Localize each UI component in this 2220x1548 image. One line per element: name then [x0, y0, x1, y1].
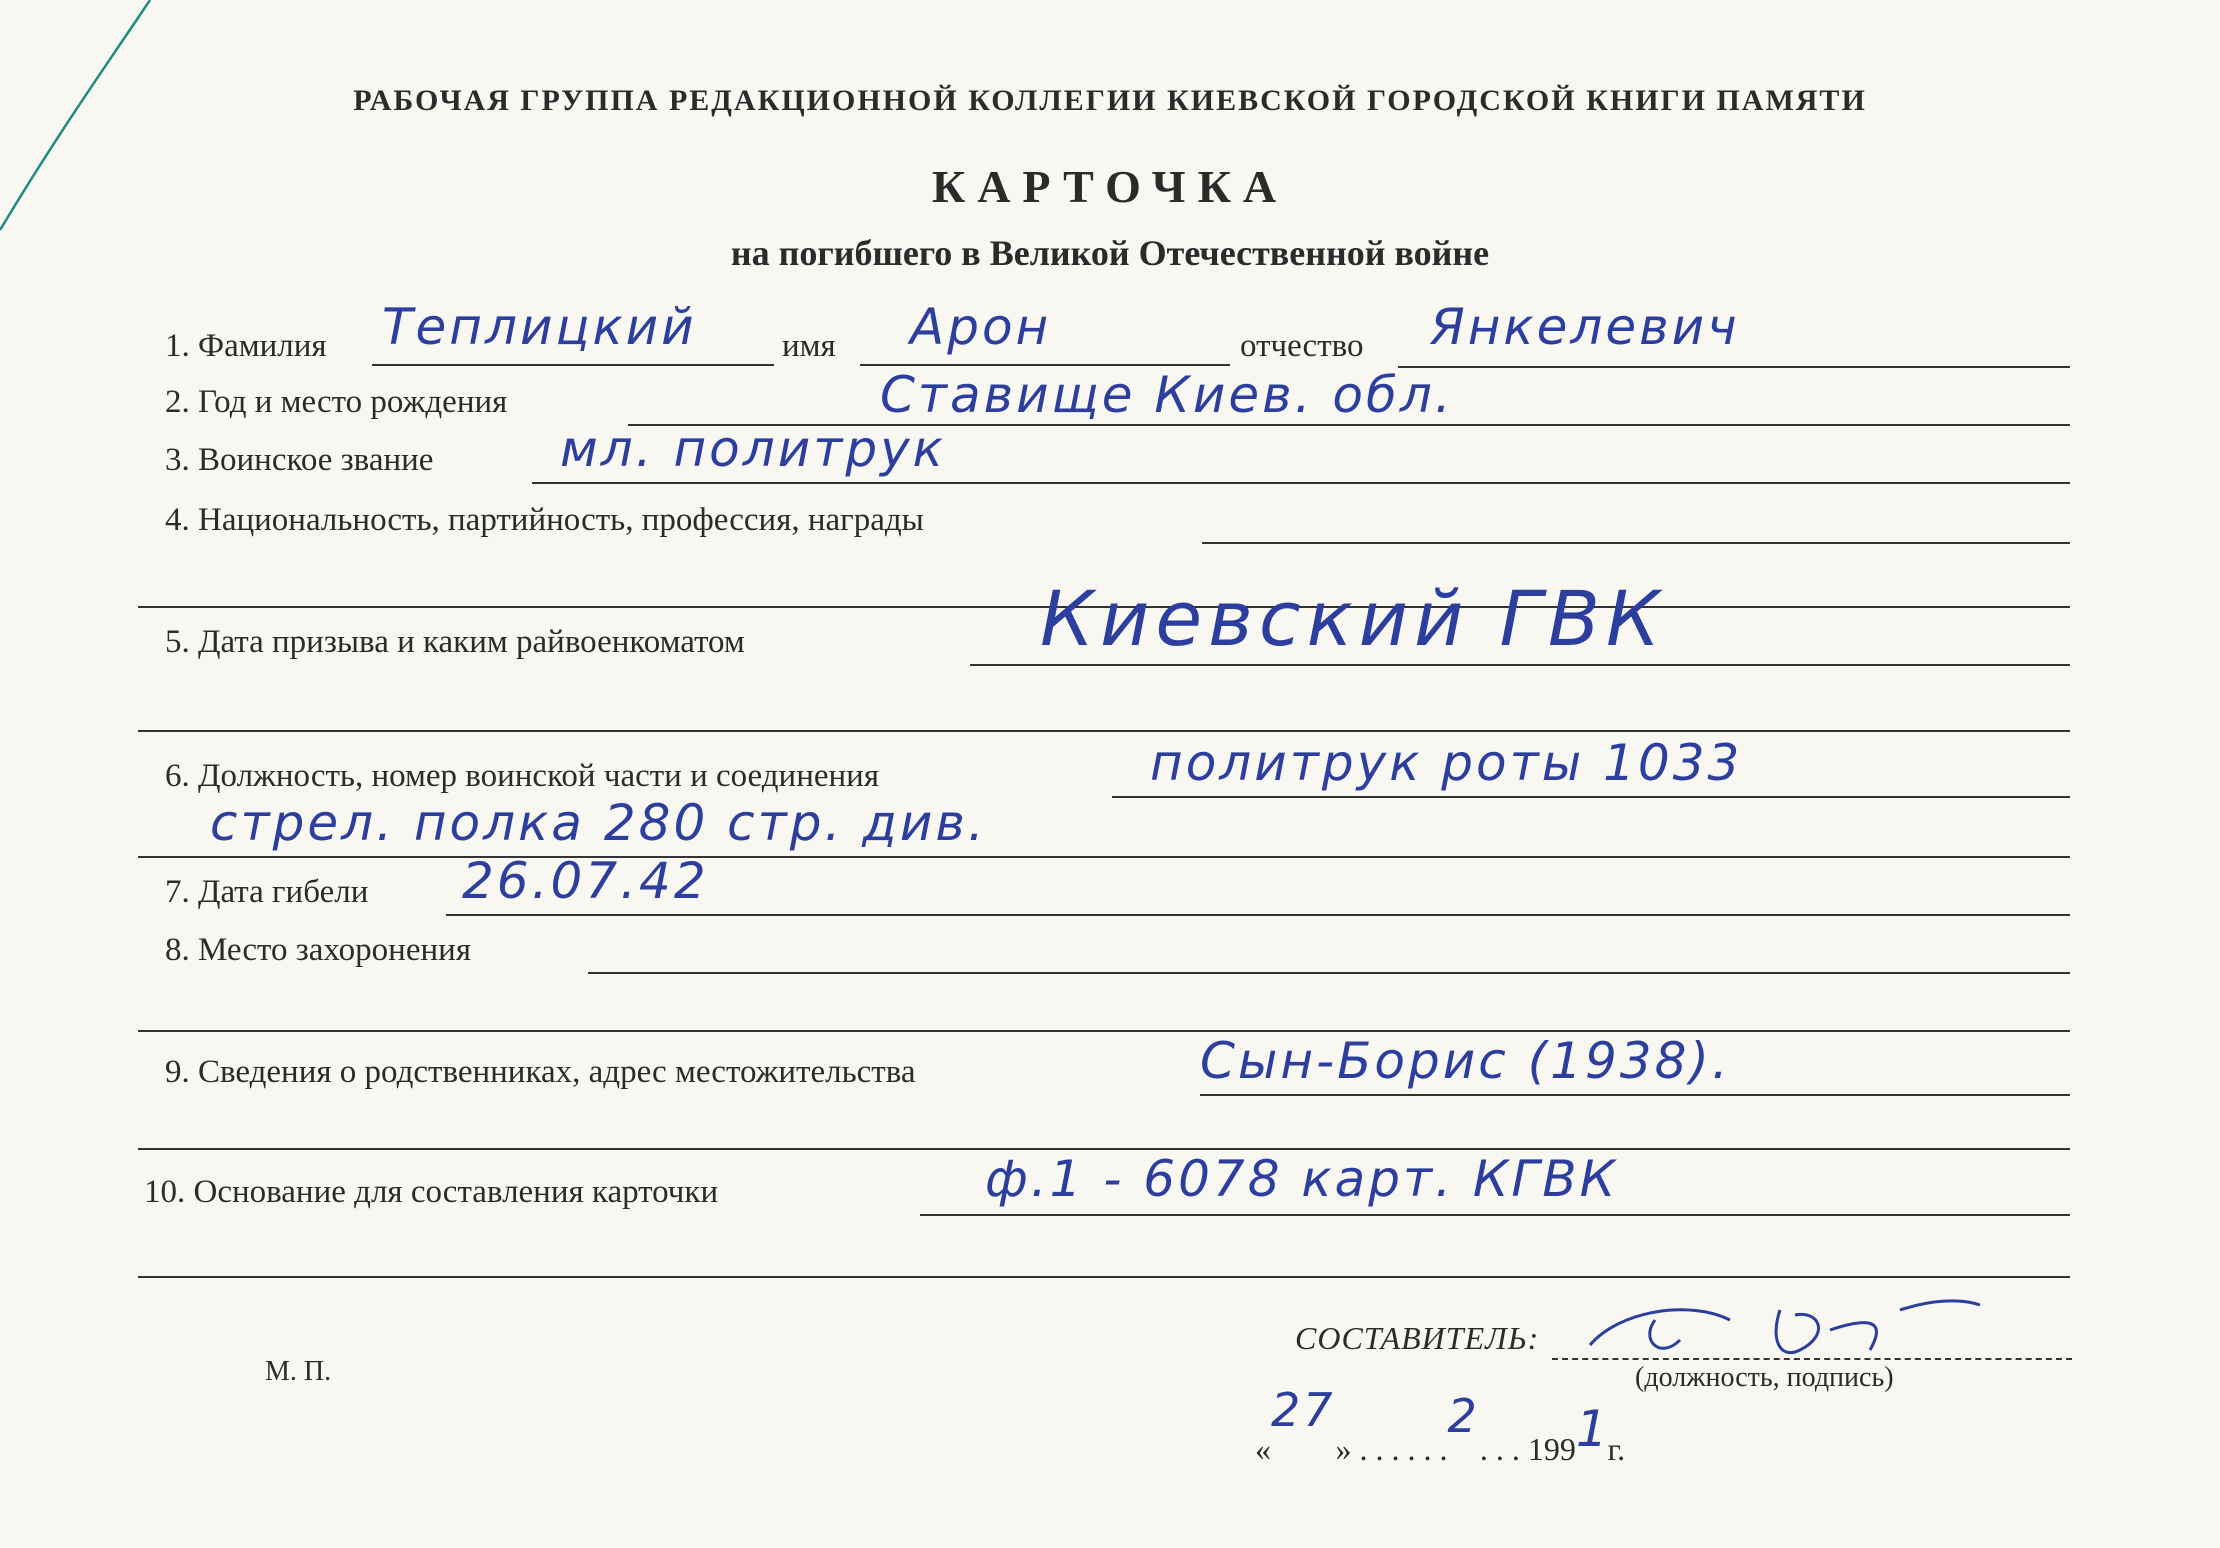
field-9-line: [1200, 1094, 2070, 1096]
organization-header: РАБОЧАЯ ГРУППА РЕДАКЦИОННОЙ КОЛЛЕГИИ КИЕВСКОЙ ГОРОДСКОЙ КНИГИ ПАМЯТИ: [353, 84, 1867, 117]
compiler-signature: [1570, 1290, 1990, 1370]
field-2-label: 2. Год и место рождения: [165, 384, 508, 420]
field-10-value: ф.1 - 6078 карт. КГВК: [985, 1150, 1619, 1208]
compile-date: [1255, 1383, 1626, 1472]
field-7-line: [446, 914, 2070, 916]
card-title: КАРТОЧКА: [931, 161, 1289, 212]
date-mid: » . . . . . .: [1335, 1431, 1448, 1467]
field-5-label: 5. Дата призыва и каким райвоенкоматом: [165, 624, 745, 660]
field-1-name-label: имя: [782, 328, 836, 364]
field-10-continuation-line: [138, 1276, 2070, 1278]
field-1-surname-value: Теплицкий: [382, 298, 697, 356]
field-1-patronymic-line: [1398, 366, 2070, 368]
field-10-label: 10. Основание для составления карточки: [144, 1174, 719, 1210]
field-4-label: 4. Национальность, партийность, профессия, награды: [165, 502, 924, 538]
date-prefix: «: [1255, 1431, 1271, 1467]
field-6-value-line1: политрук роты 1033: [1150, 734, 1743, 792]
date-month-value: 2: [1447, 1389, 1480, 1443]
field-8-label: 8. Место захоронения: [165, 932, 471, 968]
field-1-patronymic-value: Янкелевич: [1430, 298, 1740, 356]
field-1-patronymic-label: отчество: [1240, 328, 1364, 364]
field-9-label: 9. Сведения о родственниках, адрес местожительства: [165, 1054, 916, 1090]
field-3-line: [532, 482, 2070, 484]
field-7-label: 7. Дата гибели: [165, 874, 369, 910]
field-1-label: 1. Фамилия: [165, 328, 327, 364]
field-4-line: [1202, 542, 2070, 544]
field-6-value-line2: стрел. полка 280 стр. див.: [210, 794, 987, 852]
compiler-caption: (должность, подпись): [1635, 1362, 1894, 1393]
field-7-value: 26.07.42: [462, 852, 709, 910]
field-9-value: Сын-Борис (1938).: [1200, 1032, 1731, 1090]
date-year-digit-value: 1: [1575, 1400, 1608, 1458]
field-6-label: 6. Должность, номер воинской части и соединения: [165, 758, 879, 794]
field-3-label: 3. Воинское звание: [165, 442, 434, 478]
field-6-continuation-line: [138, 856, 2070, 858]
field-5-continuation-line: [138, 730, 2070, 732]
field-8-continuation-line: [138, 1030, 2070, 1032]
field-5-value: Киевский ГВК: [1040, 574, 1666, 663]
field-10-line: [920, 1214, 2070, 1216]
field-1-surname-line: [372, 364, 774, 366]
field-6-line: [1112, 796, 2070, 798]
date-suffix: г.: [1607, 1431, 1626, 1467]
date-dots: . . . 199: [1479, 1431, 1576, 1467]
field-1-name-value: Арон: [910, 298, 1052, 356]
field-8-line: [588, 972, 2070, 974]
card-subtitle: на погибшего в Великой Отечественной войне: [730, 233, 1490, 273]
stamp-place-label: М. П.: [265, 1356, 332, 1387]
field-3-value: мл. политрук: [560, 420, 946, 478]
date-day-value: 27: [1271, 1383, 1336, 1437]
field-5-line: [970, 664, 2070, 666]
field-2-value: Ставище Киев. обл.: [880, 366, 1454, 424]
compiler-label: СОСТАВИТЕЛЬ:: [1295, 1320, 1540, 1356]
